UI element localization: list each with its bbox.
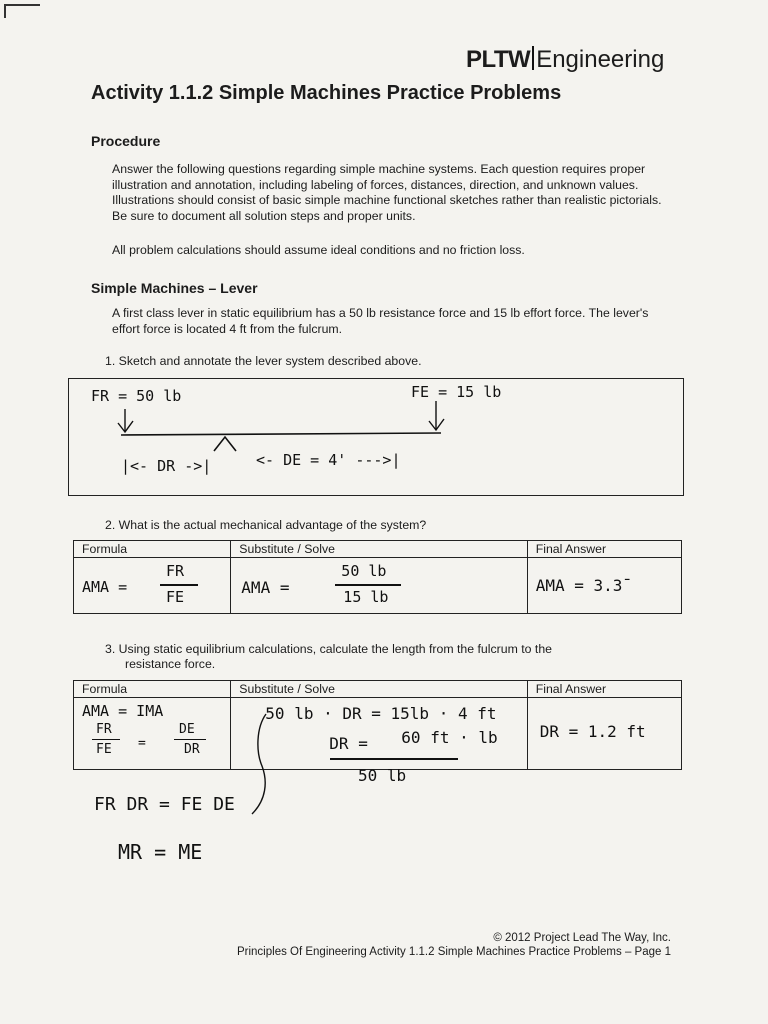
dr-formula-cell	[74, 698, 231, 770]
dr-col-solve: Substitute / Solve	[231, 681, 527, 698]
scan-mark	[4, 4, 40, 6]
dr-col-formula: Formula	[74, 681, 231, 698]
moment-equality: MR = ME	[118, 840, 203, 864]
dr-col-answer: Final Answer	[527, 681, 681, 698]
dr-formula-de: DE	[179, 722, 195, 737]
question-1-text: 1. Sketch and annotate the lever system described above.	[105, 354, 422, 368]
procedure-paragraph-2: All problem calculations should assume ideal conditions and no friction loss.	[112, 243, 525, 257]
page-title: Activity 1.1.2 Simple Machines Practice Problems	[91, 82, 562, 104]
procedure-paragraph-1: Answer the following questions regarding simple machine systems. Each question requires proper illustration and annotation, including labeling of forces, distances, direction, and unknown values. Illustrations should consist of basic simple machine functional sketches rather than realistic pictorials. Be sure to document all solution steps and proper units.	[112, 162, 662, 223]
dr-solve-line1: 50 lb · DR = 15lb · 4 ft	[265, 704, 497, 723]
fulcrum-triangle	[214, 437, 236, 451]
fraction-bar	[335, 584, 401, 586]
lever-intro: A first class lever in static equilibrium has a 50 lb resistance force and 15 lb effort force. The lever's effort force is located 4 ft from the fulcrum.	[112, 306, 649, 336]
ama-col-solve: Substitute / Solve	[231, 541, 527, 558]
procedure-heading: Procedure	[91, 133, 161, 149]
dr-formula-fe: FE	[96, 742, 112, 757]
ama-formula-denominator: FE	[166, 588, 185, 606]
logo-subtitle: Engineering	[536, 46, 665, 73]
moment-equation: FR DR = FE DE	[94, 794, 235, 815]
dr-solve-denominator: 50 lb	[358, 766, 407, 785]
pltw-logo	[466, 46, 664, 74]
ama-col-answer: Final Answer	[527, 541, 681, 558]
ama-solve-lhs: AMA =	[241, 578, 290, 597]
resistance-distance-table	[73, 680, 682, 770]
dr-formula-equals: =	[138, 736, 146, 751]
bracket-stroke	[244, 708, 284, 820]
question-3-text-line2: resistance force.	[125, 657, 216, 671]
ama-col-formula: Formula	[74, 541, 231, 558]
scan-mark	[4, 4, 6, 18]
question-3-text-line1: 3. Using static equilibrium calculations, calculate the length from the fulcrum to the	[105, 642, 553, 656]
fraction-bar	[160, 584, 198, 586]
ama-table	[73, 540, 682, 614]
ama-solve-cell	[231, 558, 527, 614]
ama-formula-lhs: AMA =	[82, 578, 128, 596]
logo-divider	[532, 46, 534, 70]
ama-solve-denominator: 15 lb	[343, 588, 389, 606]
ama-formula-numerator: FR	[166, 562, 185, 580]
dr-final-answer: DR = 1.2 ft	[539, 722, 646, 741]
lever-sketch-box	[68, 378, 684, 496]
ama-formula-cell	[74, 558, 231, 614]
dr-answer-cell	[527, 698, 681, 770]
resistance-distance-label: |<- DR ->|	[121, 457, 212, 475]
logo-brand: PLTW	[466, 46, 531, 73]
effort-distance-label: <- DE = 4' --->|	[256, 451, 401, 469]
resistance-force-label: FR = 50 lb	[91, 387, 182, 405]
fraction-bar	[330, 758, 458, 760]
ama-solve-numerator: 50 lb	[341, 562, 387, 580]
dr-solve-numerator: 60 ft · lb	[401, 728, 498, 747]
dr-formula-fr: FR	[96, 722, 112, 737]
question-2-text: 2. What is the actual mechanical advantage of the system?	[105, 518, 427, 532]
dr-formula-dr: DR	[184, 742, 200, 757]
fraction-bar	[174, 739, 206, 740]
lever-beam	[121, 433, 441, 435]
footer-copyright: © 2012 Project Lead The Way, Inc.	[493, 932, 671, 944]
lever-heading: Simple Machines – Lever	[91, 280, 258, 296]
fraction-bar	[92, 739, 120, 740]
ama-final-answer: AMA = 3.3̄	[535, 576, 623, 595]
effort-force-label: FE = 15 lb	[411, 383, 502, 401]
dr-formula-line1: AMA = IMA	[82, 702, 164, 720]
dr-solve-lhs: DR =	[329, 734, 368, 753]
footer-course: Principles Of Engineering Activity 1.1.2 Simple Machines Practice Problems – Page 1	[236, 946, 671, 958]
ama-answer-cell	[527, 558, 681, 614]
